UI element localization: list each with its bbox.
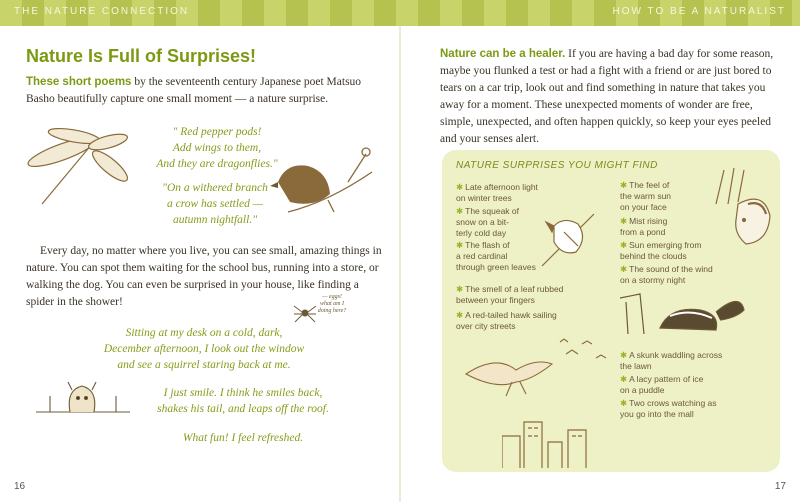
list-item: ✱ Mist rising from a pond [620, 216, 668, 237]
poem-smile [138, 385, 348, 417]
running-header-left: THE NATURE CONNECTION [14, 6, 190, 17]
poem-refreshed: What fun! I feel refreshed. [182, 432, 304, 444]
list-item: ✱ A lacy pattern of ice on a puddle [620, 374, 704, 395]
page-title: Nature Is Full of Surprises! [26, 46, 257, 66]
city-skyline-icon [502, 412, 602, 468]
intro-text: by the seventeenth century Japanese poet Matsuo Basho beautifully capture one small moment — a nature surprise. [26, 76, 362, 105]
poem-line: I just smile. I think he smiles back, [163, 387, 323, 399]
list-item: ✱ The smell of a leaf rubbed between your fingers [456, 284, 564, 305]
poem-line: autumn nightfall." [172, 214, 258, 226]
poem-line: "On a withered branch [162, 182, 268, 194]
poem-squirrel [84, 325, 324, 373]
poem-line: And they are dragonflies." [156, 158, 278, 170]
spider-note: — eggs! what am I doing here? [317, 294, 347, 314]
healer-text: If you are having a bad day for some reason, maybe you flunked a test or had a fight with a friend or are just bored to tears on a car trip, look out and find something in nature that takes you away for a moment. These unexpected moments of wonder are free, simple, unexpected, and often happen quickly, so keep your eyes peeled and your senses alert. [440, 48, 774, 145]
poem-line: " Red pepper pods! [172, 126, 262, 138]
girl-face-icon [704, 164, 774, 254]
surprises-box [442, 150, 780, 472]
list-item: ✱ Two crows watching as you go into the mall [620, 398, 717, 419]
poem-line: a crow has settled — [166, 198, 264, 210]
poem-line: December afternoon, I look out the window [103, 343, 305, 355]
list-item: ✱ The feel of the warm sun on your face [620, 180, 672, 212]
poem-line: Sitting at my desk on a cold, dark, [125, 327, 283, 339]
body-paragraph: Every day, no matter where you live, you can see small, amazing things in nature. You can spot them waiting for the school bus, running into a store, or walking the dog. You can even be surprised in your house, like finding a spider in the shower! [26, 245, 382, 308]
poem-line: Add wings to them, [172, 142, 262, 154]
healer-paragraph [440, 46, 780, 148]
page-gutter [399, 26, 401, 502]
list-item: ✱ Sun emerging from behind the clouds [620, 240, 702, 261]
page-number-left: 16 [14, 481, 26, 492]
list-item: ✱ The squeak of snow on a bit- terly cold day [456, 206, 519, 238]
poem-line: shakes his tail, and leaps off the roof. [157, 403, 329, 415]
list-item: ✱ A skunk waddling across the lawn [620, 350, 723, 371]
crow-on-branch-icon [268, 142, 378, 228]
list-item: ✱ The sound of the wind on a stormy night [620, 264, 713, 285]
running-header-right: HOW TO BE A NATURALIST [612, 6, 786, 17]
intro-lead: These short poems [26, 76, 132, 88]
list-item: ✱ A red-tailed hawk sailing over city streets [456, 310, 557, 331]
squirrel-icon [36, 376, 130, 420]
hawk-icon [456, 334, 616, 414]
dragonfly-icon [22, 122, 132, 212]
intro-paragraph [26, 74, 386, 108]
cardinal-icon [534, 206, 604, 276]
box-title: NATURE SURPRISES YOU MIGHT FIND [456, 160, 658, 171]
healer-lead: Nature can be a healer. [440, 48, 566, 60]
list-item: ✱ The flash of a red cardinal through green leaves [456, 240, 536, 272]
skunk-icon [620, 288, 750, 338]
list-item: ✱ Late afternoon light on winter trees [456, 182, 538, 203]
page-number-right: 17 [774, 481, 786, 492]
poem-line: and see a squirrel staring back at me. [117, 359, 291, 371]
